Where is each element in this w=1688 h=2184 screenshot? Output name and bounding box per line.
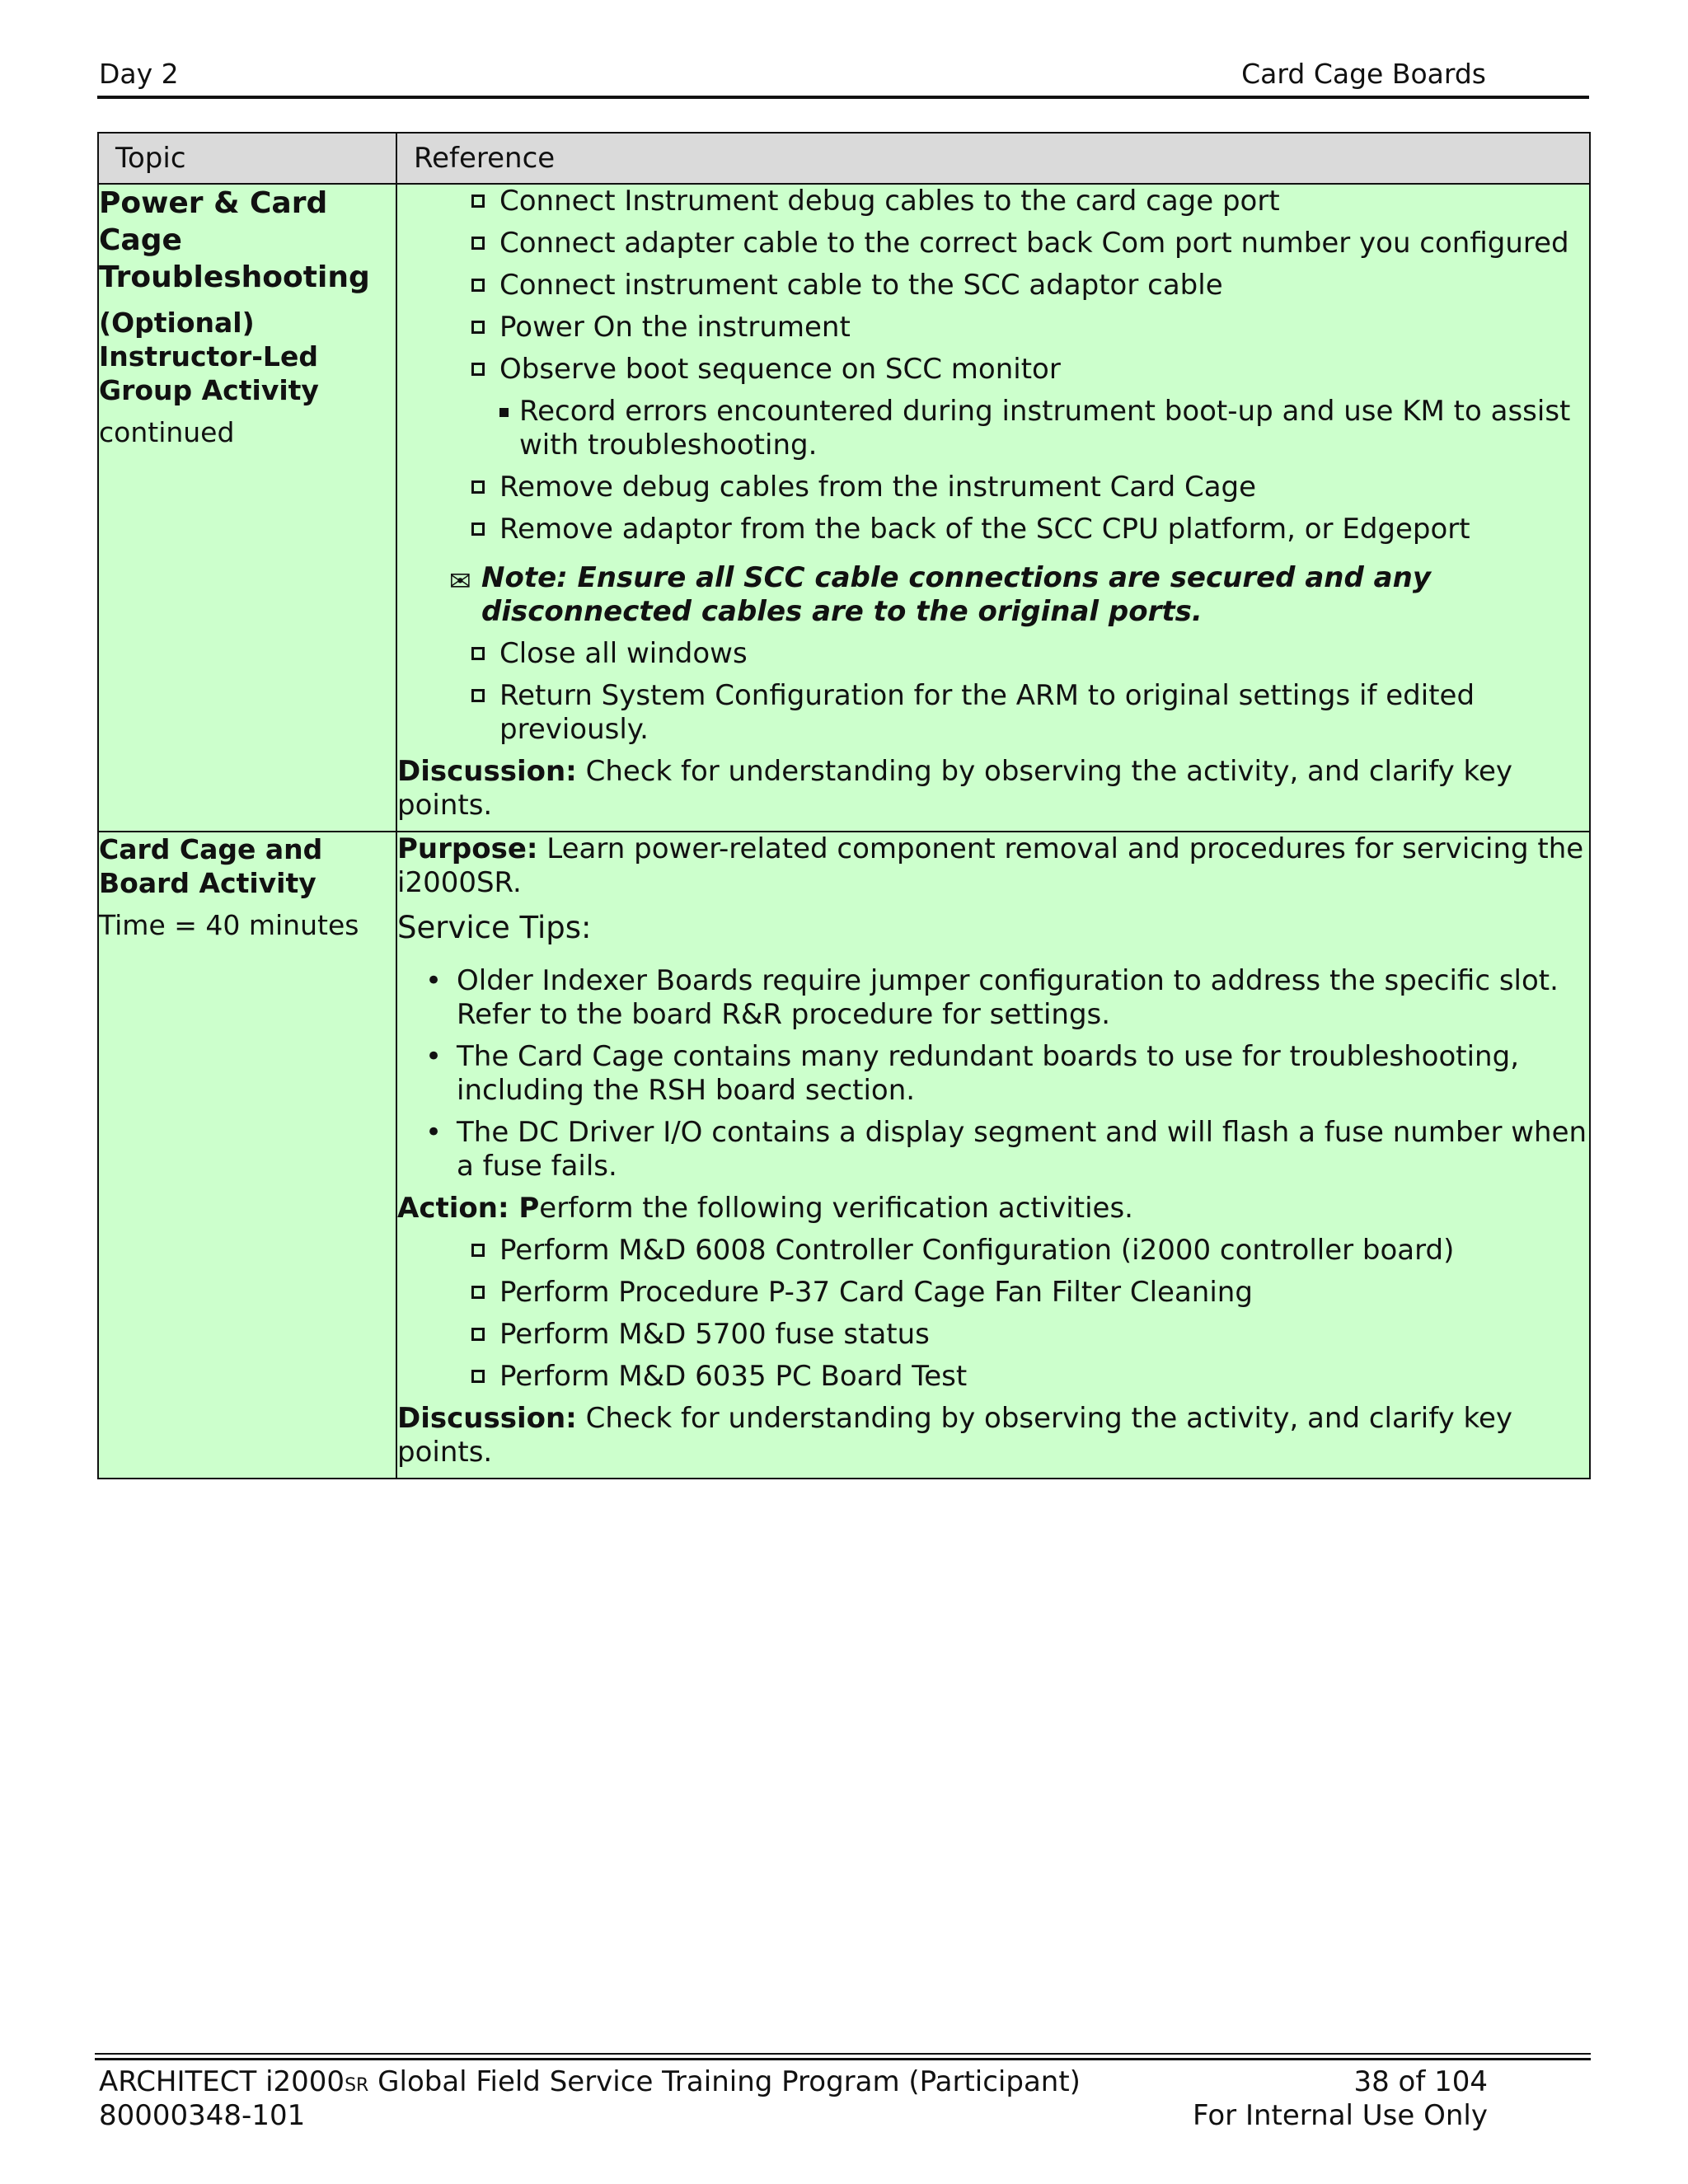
purpose xyxy=(397,832,1589,900)
header-day: Day 2 xyxy=(99,58,179,90)
service-tips-label: Service Tips xyxy=(397,910,582,945)
note xyxy=(397,561,1589,629)
bullet-icon: • xyxy=(425,964,443,997)
checkbox-icon xyxy=(471,647,485,660)
table-row xyxy=(98,184,1590,832)
sub-bullet-text: Record errors encountered during instrument boot-up and use KM to assist with troubleshooting. xyxy=(519,395,1571,462)
tip-text: The Card Cage contains many redundant boards to use for troubleshooting, including the RSH board section. xyxy=(457,1040,1519,1107)
table-row xyxy=(98,832,1590,1479)
footer-classification: For Internal Use Only xyxy=(1193,2099,1488,2132)
training-table xyxy=(97,132,1591,1479)
topic-cell xyxy=(98,184,396,832)
checkbox-icon xyxy=(471,523,485,536)
checklist-item-text: Perform M&D 6035 PC Board Test xyxy=(499,1360,968,1393)
bullet-icon: • xyxy=(425,1116,443,1149)
footer-program-title: ARCHITECT i2000SR Global Field Service Training Program (Participant) xyxy=(99,2065,1081,2098)
topic-subtitle: (Optional) Instructor-Led Group Activity xyxy=(99,307,319,406)
checklist-item xyxy=(397,1234,1589,1268)
topic-continued: continued xyxy=(99,416,235,448)
tip-item xyxy=(397,1116,1589,1183)
discussion-label: Discussion: xyxy=(397,1402,577,1435)
checklist-item xyxy=(397,1360,1589,1394)
checkbox-icon xyxy=(471,689,485,702)
action-label: Action: P xyxy=(397,1192,540,1225)
checklist-item xyxy=(397,227,1589,260)
purpose-text: Learn power-related component removal and procedures for servicing the i2000SR. xyxy=(397,832,1584,899)
checklist-item-text: Perform M&D 6008 Controller Configuration (i2000 controller board) xyxy=(499,1234,1455,1267)
column-header-topic: Topic xyxy=(98,133,396,184)
topic-cell xyxy=(98,832,396,1479)
checklist-item-text: Observe boot sequence on SCC monitor xyxy=(499,353,1061,386)
service-tips-colon: : xyxy=(581,910,592,945)
sub-bullet-item xyxy=(397,395,1589,462)
checklist-item xyxy=(397,269,1589,302)
column-header-reference: Reference xyxy=(396,133,1590,184)
checkbox-icon xyxy=(471,363,485,376)
checklist-item-text: Connect adapter cable to the correct back Com port number you configured xyxy=(499,227,1569,260)
checklist-item-text: Perform M&D 5700 fuse status xyxy=(499,1318,930,1351)
checkbox-icon xyxy=(471,1244,485,1257)
square-bullet-icon xyxy=(499,408,509,417)
topic-time: Time = 40 minutes xyxy=(99,909,359,941)
checkbox-icon xyxy=(471,480,485,494)
checklist-item xyxy=(397,185,1589,218)
checklist-item xyxy=(397,471,1589,504)
discussion-text: Check for understanding by observing the activity, and clarify key points. xyxy=(397,1402,1513,1469)
purpose-label: Purpose: xyxy=(397,832,538,865)
checklist-item xyxy=(397,311,1589,344)
checklist-item-text: Return System Configuration for the ARM to original settings if edited previously. xyxy=(499,679,1475,746)
checklist-item-text: Remove debug cables from the instrument Card Cage xyxy=(499,471,1257,504)
action-text: erform the following verification activities. xyxy=(539,1192,1133,1225)
checklist-item-text: Close all windows xyxy=(499,637,748,670)
reference-cell xyxy=(396,184,1590,832)
topic-title: Card Cage and Board Activity xyxy=(99,833,323,899)
checklist-item-text: Connect instrument cable to the SCC adaptor cable xyxy=(499,269,1223,302)
tip-item xyxy=(397,964,1589,1032)
tip-item xyxy=(397,1040,1589,1108)
topic-title: Power & Card Cage Troubleshooting xyxy=(99,186,370,294)
page-header xyxy=(97,56,1589,99)
tip-text: Older Indexer Boards require jumper configuration to address the specific slot. Refer to the board R&R procedure for settings. xyxy=(457,964,1559,1031)
footer-document-number: 80000348-101 xyxy=(99,2099,306,2132)
checklist-item-text: Remove adaptor from the back of the SCC CPU platform, or Edgeport xyxy=(499,513,1470,546)
footer-page-number: 38 of 104 xyxy=(1353,2065,1488,2098)
tip-text: The DC Driver I/O contains a display segment and will flash a fuse number when a fuse fails. xyxy=(457,1116,1587,1183)
discussion xyxy=(397,1402,1589,1469)
discussion xyxy=(397,755,1589,823)
service-tips-heading xyxy=(397,908,1589,948)
checklist-item xyxy=(397,637,1589,671)
envelope-icon: ✉ xyxy=(449,565,471,597)
checkbox-icon xyxy=(471,237,485,250)
discussion-text: Check for understanding by observing the activity, and clarify key points. xyxy=(397,755,1513,822)
checklist-item-text: Power On the instrument xyxy=(499,311,851,344)
checklist-item xyxy=(397,513,1589,546)
checkbox-icon xyxy=(471,1286,485,1299)
checklist-item xyxy=(397,1318,1589,1352)
checklist-item-text: Connect Instrument debug cables to the card cage port xyxy=(499,185,1280,218)
checkbox-icon xyxy=(471,321,485,334)
checkbox-icon xyxy=(471,1328,485,1341)
header-section-title: Card Cage Boards xyxy=(1241,58,1486,90)
action xyxy=(397,1192,1589,1226)
checklist-item xyxy=(397,679,1589,747)
checkbox-icon xyxy=(471,279,485,292)
checkbox-icon xyxy=(471,194,485,208)
footer-divider xyxy=(95,2058,1591,2060)
footer-divider xyxy=(95,2053,1591,2055)
table-header-row xyxy=(98,133,1590,184)
bullet-icon: • xyxy=(425,1040,443,1073)
note-text: Note: Ensure all SCC cable connections are secured and any disconnected cables are to the original ports. xyxy=(481,561,1431,628)
checklist-item-text: Perform Procedure P-37 Card Cage Fan Filter Cleaning xyxy=(499,1276,1253,1309)
discussion-label: Discussion: xyxy=(397,755,577,788)
checklist-item xyxy=(397,1276,1589,1310)
checkbox-icon xyxy=(471,1370,485,1383)
reference-cell xyxy=(396,832,1590,1479)
checklist-item xyxy=(397,353,1589,387)
